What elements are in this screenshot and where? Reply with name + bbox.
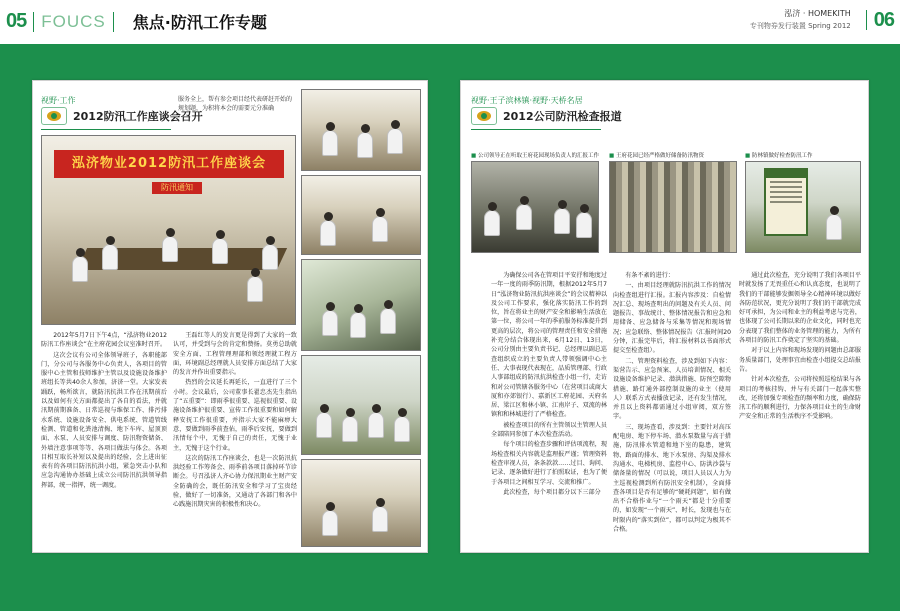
- paragraph: 被检查项目的所有主管领以主管理人员全部陪同参加了本次检查活动。: [491, 421, 607, 439]
- title-rule: [41, 129, 171, 130]
- staff-figure: [826, 214, 842, 240]
- inspection-photo-2: [745, 161, 861, 253]
- paragraph: 对于以上内容和现场发现的问题由总部服务质量部门，处理事宜由检查小组提交总结报告。: [739, 347, 861, 373]
- paragraph: 每个项目的检查步骤和评估项流程，现场检查相关内容就是监理报严谨；管理资料检查审视人员，条条款款……过目、询问、记录、逐条做好进行了拍照取证，也为了便于各项目之间相互学习、交流和推广。: [491, 441, 607, 486]
- staff-figure: [484, 210, 500, 236]
- right-article-header: [471, 107, 622, 125]
- paragraph: 针对本次检查，公司将按照巡检结果与各项目的考核挂钩、并与有关部门一起落实整改，还将加强专项检查的频率和力度，确保防汛工作的顺利进行，力保各项目业主的生命财产安全和正常的生活秩序不受影响。: [739, 376, 861, 421]
- focus-label: FOUCS: [41, 11, 106, 31]
- attendee-figure: [247, 276, 263, 302]
- right-page-number: 06: [873, 8, 894, 31]
- right-article-col1: [491, 271, 607, 549]
- right-article-col3: [739, 271, 861, 549]
- meeting-photo: [41, 135, 296, 325]
- staff-figure: [322, 510, 338, 536]
- left-article-col2: [173, 331, 297, 549]
- board-header: [766, 170, 806, 178]
- staff-figure: [350, 312, 366, 338]
- paragraph: 王磊红等人的发言更是得到了大家的一致认可，并受到与会的肯定和赞扬。莫勇总助就安全方面、工程管理理部和领经理就工程方面，环境副总经理就人员安排方面总结了大家的发言并作出重要指示。: [173, 332, 297, 377]
- section-title: 焦点·防汛工作专题: [132, 13, 267, 32]
- left-intro-note: 服务全上，帮有参会项目经代表研赶开始的规划题，为积将本会的需要元分准确: [178, 96, 293, 112]
- title-rule: [471, 129, 601, 130]
- staff-figure: [554, 208, 570, 234]
- attendee-figure: [320, 220, 336, 246]
- paragraph: 三、现场查看，涉及到：主要针对高压配电房、地下停车场、潜水泵数量与高于措施，防汛排水管道和地下室的隐患，建筑物、路面的排水、地下水泵房、沟渠及排水沟通水、电梯机房、监控中心、防洪沙袋与储备量的情况（可以说，项目人员以人力为主巡视检测到所有防汛安全机制），全面排查各项目是否有足够的“硬耗问题”，如有做出不合格作业与“一个雨天”都是十分重要的，如发现“一个雨天”、时长，发现也与在时限内的“落实到位”，都可以判定为极其不合格。: [613, 423, 731, 534]
- left-page: [32, 80, 428, 553]
- board-line: [770, 181, 802, 183]
- right-article-title: 2012公司防汛检查报道: [503, 110, 622, 123]
- paragraph: 有条不紊的进行：: [625, 272, 674, 279]
- staff-figure: [576, 212, 592, 238]
- paragraph: 一、由项目经理就防汛抗洪工作的情况向检查组进行汇报。汇报内容涉及：自检情况汇总、现场查明出的问题及有关人员、问题报告、事故统计、整体情况报告和应急和用储备、应急储备与采集等情况和现场情况；应急联络、整体情况报告（汇报时间20分钟，汇报完毕后，将汇报材料以书面形式提交至检查组）。: [613, 282, 731, 355]
- attendee-figure: [262, 244, 278, 270]
- masthead: [750, 8, 851, 32]
- attendee-figure: [387, 128, 403, 154]
- right-article-col2: [613, 271, 731, 549]
- divider: [33, 12, 34, 32]
- header-left: [6, 10, 267, 33]
- attendee-figure: [212, 238, 228, 264]
- left-page-number: 05: [6, 10, 27, 32]
- attendee-figure: [357, 132, 373, 158]
- meeting-photo-3: [301, 175, 421, 255]
- supplies-photo: [609, 161, 737, 253]
- staff-figure: [516, 204, 532, 230]
- site-photo-3: [301, 459, 421, 547]
- paragraph: 此次检查，每个项目都分以下三部分: [503, 488, 601, 496]
- attendee-figure: [322, 130, 338, 156]
- photo-caption: ■ 防林镇做好检查防汛工作: [745, 151, 812, 159]
- header-bar: [0, 0, 900, 44]
- masthead-line2: 专刊物券发行装置 Spring 2012: [749, 22, 851, 30]
- staff-figure: [316, 412, 332, 438]
- staff-figure: [368, 412, 384, 438]
- paragraph: 2012年5月7日下午4点，“泓济物业2012防汛工作座谈会”在主府花园会议室准时召开。: [41, 332, 167, 349]
- site-photo-1: [301, 259, 421, 351]
- right-page: [460, 80, 869, 553]
- board-line: [770, 191, 802, 193]
- left-article-title: 2012防汛工作座谈会召开: [73, 110, 203, 123]
- paragraph: 热烈的会议延长再延长，一直进行了三个小时。会议最后，公司董事长翟忠杰先生指出了“五重要”：即雨季很重要、巡视很重要、设施设备维护很重要、宣传工作很重要和如何解释安抚工作很重要，并指示大家不能麻痹大意，要做到雨季前查佑，雨季后安抚，要做到汛情每个中，无愧于自己的责任，无愧于业主，无愧于这个行业。: [173, 379, 297, 452]
- paragraph: 通过此次检查，充分说明了我们各项目平时就发扬了无畏重任心和认真态度，也说明了我们的干部能够发掘领导全心精神环境以做好各防范状况，更充分说明了我们的干部就完成好可承担，为公司和业主的利益考虑与完善，也体现了公司长期以来的企业文化，同时也充分表现了我们整体的业务管理的能力，为所有各项目的防汛工作奠定了坚实的基础。: [739, 272, 861, 345]
- right-kicker: 视野·王子滨林镇·视野·天桥名居: [471, 96, 583, 105]
- site-photo-2: [301, 355, 421, 455]
- attendee-figure: [72, 256, 88, 282]
- left-kicker: 视野·工作: [41, 96, 76, 105]
- board-line: [770, 196, 802, 198]
- attendee-figure: [162, 236, 178, 262]
- staff-figure: [380, 308, 396, 334]
- divider: [866, 10, 867, 30]
- inspection-photo-1: [471, 161, 599, 253]
- attendee-figure: [372, 216, 388, 242]
- staff-figure: [372, 506, 388, 532]
- paragraph: 这次的防汛工作座谈会，也是一次防汛抗洪经验工作筹备会、雨季前各项目落掉环节诊断会。号召泓济人齐心协力保汛期业主财产安全防确的会，既任防汛安全和学习了宝贵经验，做好了一切准备，又通动了各部门和各中心践施汛期灾害的积极性和决心。: [173, 454, 297, 509]
- staff-figure: [342, 416, 358, 442]
- board-line: [770, 186, 802, 188]
- header-right: [750, 8, 894, 32]
- staff-figure: [322, 310, 338, 336]
- meeting-photo-2: [301, 89, 421, 171]
- notice-board: [764, 168, 808, 236]
- company-logo-icon: [41, 107, 67, 125]
- board-line: [770, 201, 802, 203]
- paragraph: 二、管理资料检查，涉及到如下内容：渠营告示、应急预案、人员培训情况、相关设施设备维护记录、潜洪措施、防预空隙物措施、路灯通外部控制设施的业主（使用人）联系方式表播放记录，还有发生情况，并且以上资料都需通过小组审阅，双方签字。: [613, 357, 731, 421]
- meeting-banner: 泓济物业2012防汛工作座谈会: [54, 150, 284, 178]
- photo-caption: ■ 公司领导正在听取王府花园现场负责人的汇报工作: [471, 151, 599, 159]
- company-logo-icon: [471, 107, 497, 125]
- staff-figure: [394, 416, 410, 442]
- divider: [113, 12, 114, 32]
- attendee-figure: [102, 244, 118, 270]
- photo-caption: ■ 王府花园已经严格做好储备防汛物资: [609, 151, 704, 159]
- banner-plaque: 防汛通知: [152, 182, 202, 194]
- paragraph: 为确保公司各在管项目平安抒和地度过一年一度的雨季防汛期，根据2012年5月7日“泓济物业防汛抗洪座谈会”的会议精神以及公司工作要求，强化落实防汛工作的到位，旨在将业主的财产安全和影响生活放在第一位，将公司一年的季前服务标准提升到更高的层次，将公司的管理责任和安全措施补充分结合体现出来，6月12日、13日，公司分别由主要负责书记、总经理以副总巡查组织成立的主要负责人带领强调中心主任、大事表现代表现在，品质管理部、行政人事部组成的防汛抗洪检查小组一行，走访和对公司管辖各服务中心（在营项目或商大厦和亦郊银行）、嘉新区工府花园、天府名居、梁江区和林小镇、江南岸子、双流的林镇和和林城进行了严格检查。: [491, 272, 607, 419]
- left-article-col1: [41, 331, 167, 549]
- paragraph: 这次会议有公司全体领导班子，各职能部门，分公司与各服务中心负责人，各项目的管服中心主管和技师维护主管以及设施设备维护班组长等共40余人参加，济济一堂。大家发表踊跃，畅所欲言，就防汛抗洪工作在汛期前后以及如何有关方面都提出了各自的看法，并就汛期前期准备、日常巡视与维保工作、排污排水系统、设施设备安全、供电系统、管道管线检测、管道和化粪池清掏、地下车库、屋顶顶面、水泵、人员安排与调度、防汛物资储备、外墙注意事项等等、各项目做法与体会。各项目相互取长补短以及提出的经验，会上进出征表有的各项目防汛抗洪小组，紧急突击小队和应急沟通协办基础上成立公司防汛抗洪领导指挥部，统一指挥，统一调度。: [41, 351, 167, 489]
- masthead-line1: 泓济 · HOMEKITH: [784, 9, 851, 18]
